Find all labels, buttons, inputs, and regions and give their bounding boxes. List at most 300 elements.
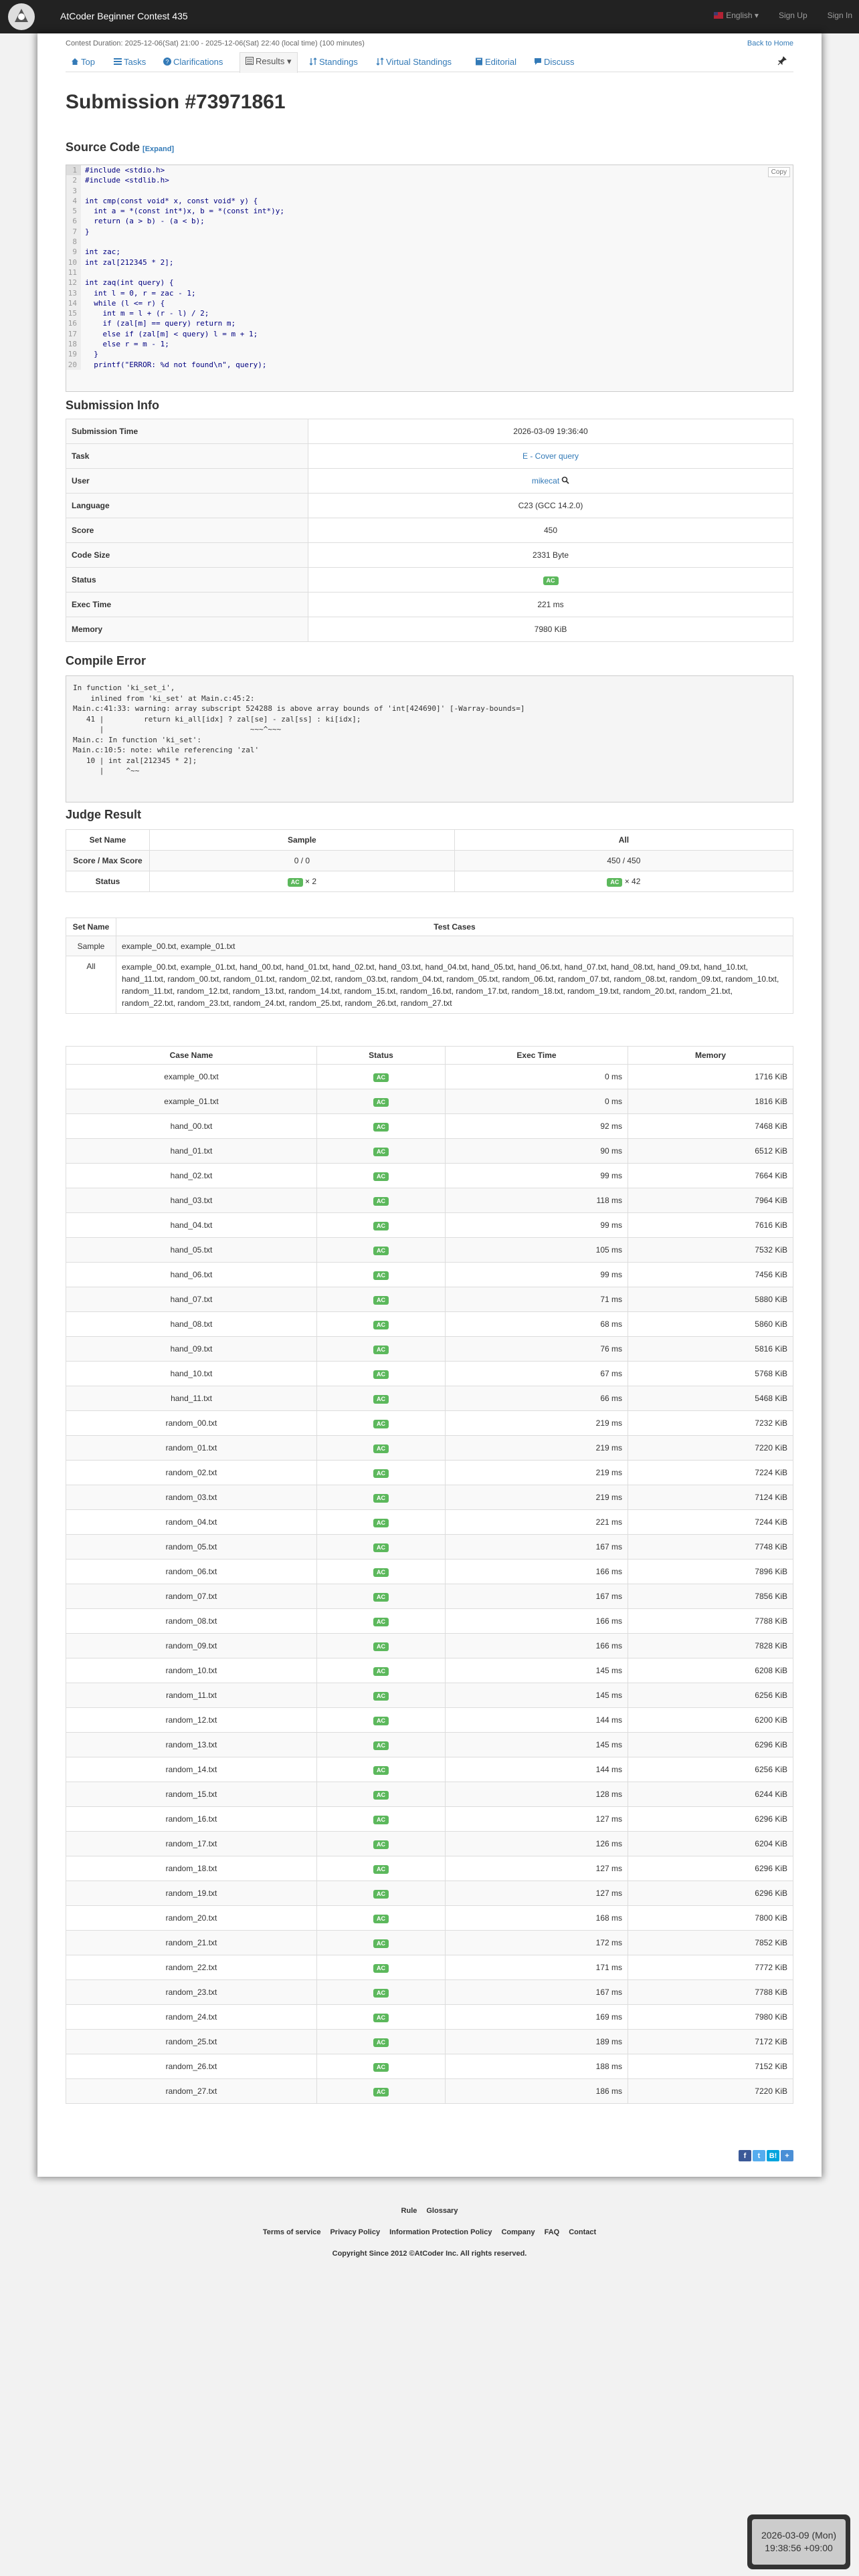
table-row	[66, 1881, 793, 1906]
footer-link[interactable]: Company	[501, 2228, 535, 2236]
table-row	[66, 1733, 793, 1757]
case-name: hand_11.txt	[66, 1386, 317, 1411]
line-number: 4	[66, 196, 81, 206]
table-row	[66, 1188, 793, 1213]
code-line	[66, 186, 793, 196]
case-exec-time: 126 ms	[446, 1832, 628, 1856]
code-line	[66, 278, 793, 288]
table-row	[66, 1906, 793, 1931]
info-value	[308, 494, 793, 518]
info-value	[308, 617, 793, 642]
ac-badge: AC	[373, 1692, 389, 1701]
case-exec-time: 144 ms	[446, 1708, 628, 1733]
case-status	[317, 2005, 446, 2030]
footer-link[interactable]: FAQ	[544, 2228, 560, 2236]
footer-link[interactable]: Terms of service	[262, 2228, 321, 2236]
code-text	[81, 237, 85, 247]
line-number: 7	[66, 227, 81, 237]
table-row	[66, 2030, 793, 2054]
case-status	[317, 2030, 446, 2054]
case-status	[317, 1931, 446, 1955]
case-exec-time: 66 ms	[446, 1386, 628, 1411]
case-memory: 7856 KiB	[628, 1584, 793, 1609]
info-row	[66, 617, 793, 642]
info-row	[66, 593, 793, 617]
table-row	[66, 1386, 793, 1411]
code-text: while (l <= r) {	[85, 298, 165, 308]
line-number: 20	[66, 360, 81, 370]
info-label: Exec Time	[66, 593, 308, 617]
code-text: printf("ERROR: %d not found\n", query);	[85, 360, 267, 369]
clock-time: 19:38:56 +09:00	[765, 2543, 833, 2553]
table-row	[66, 1980, 793, 2005]
line-number: 10	[66, 257, 81, 267]
header-exec-time[interactable]: Exec Time	[446, 1047, 628, 1065]
table-row	[66, 1312, 793, 1337]
sign-up-link[interactable]: Sign Up	[778, 11, 807, 20]
code-text: int zac;	[85, 247, 120, 257]
case-memory: 7152 KiB	[628, 2054, 793, 2079]
case-name: random_19.txt	[66, 1881, 317, 1906]
ac-badge: AC	[373, 1593, 389, 1602]
case-memory: 1816 KiB	[628, 1089, 793, 1114]
hatena-icon[interactable]: B!	[767, 2150, 779, 2161]
info-value-text: 2026-03-09 19:36:40	[513, 427, 588, 436]
tab-label: Virtual Standings	[386, 57, 452, 67]
case-exec-time: 105 ms	[446, 1238, 628, 1263]
expand-link[interactable]: [Expand]	[142, 145, 175, 153]
info-label: Submission Time	[66, 419, 308, 444]
code-text: else if (zal[m] < query) l = m + 1;	[85, 329, 258, 338]
table-row	[66, 1832, 793, 1856]
case-memory: 6296 KiB	[628, 1807, 793, 1832]
ac-badge: AC	[373, 2063, 389, 2072]
case-exec-time: 68 ms	[446, 1312, 628, 1337]
case-name: hand_09.txt	[66, 1337, 317, 1362]
case-exec-time: 99 ms	[446, 1164, 628, 1188]
us-flag-icon	[714, 12, 723, 19]
all-status	[454, 871, 793, 892]
case-exec-time: 145 ms	[446, 1683, 628, 1708]
case-exec-time: 118 ms	[446, 1188, 628, 1213]
back-to-home-link[interactable]: Back to Home	[747, 39, 793, 47]
case-memory: 7532 KiB	[628, 1238, 793, 1263]
tab-top[interactable]	[71, 57, 95, 67]
ac-badge: AC	[288, 878, 303, 887]
info-row	[66, 444, 793, 469]
tab-label: Top	[81, 57, 95, 67]
code-text: else r = m - 1;	[85, 340, 169, 349]
case-status	[317, 1089, 446, 1114]
judge-result-table	[66, 829, 793, 892]
ac-badge: AC	[373, 1098, 389, 1107]
case-memory: 6208 KiB	[628, 1658, 793, 1683]
case-name: random_03.txt	[66, 1485, 317, 1510]
ac-badge: AC	[373, 2088, 389, 2097]
case-name: random_04.txt	[66, 1510, 317, 1535]
code-line	[66, 257, 793, 267]
info-value-text: 7980 KiB	[534, 625, 567, 634]
table-row	[66, 1287, 793, 1312]
set-cases: example_00.txt, example_01.txt, hand_00.txt, hand_01.txt, hand_02.txt, hand_03.txt, hand_04.txt, hand_05.txt, hand_06.txt, hand_07.txt, hand_08.txt, hand_09.txt, hand_10.txt, hand_11.txt, random_00.txt, random_01.txt, random_02.txt, random_03.txt, random_04.txt, random_05.txt, random_06.txt, random_07.txt, random_08.txt, random_09.txt, random_10.txt, random_11.txt, random_12.txt, random_13.txt, random_14.txt, random_15.txt, random_16.txt, random_17.txt, random_18.txt, random_19.txt, random_20.txt, random_21.txt, random_22.txt, random_23.txt, random_24.txt, random_25.txt, random_26.txt, random_27.txt	[116, 956, 793, 1014]
task-link[interactable]: E - Cover query	[522, 451, 579, 461]
info-value	[308, 419, 793, 444]
case-name: hand_07.txt	[66, 1287, 317, 1312]
tab-label: Editorial	[485, 57, 516, 67]
submission-info-heading: Submission Info	[66, 399, 160, 412]
case-status	[317, 1386, 446, 1411]
header-memory[interactable]: Memory	[628, 1047, 793, 1065]
case-memory: 5880 KiB	[628, 1287, 793, 1312]
table-row	[66, 1757, 793, 1782]
tab-standings[interactable]	[309, 57, 358, 67]
footer-link[interactable]: Contact	[569, 2228, 597, 2236]
line-number: 3	[66, 186, 81, 196]
case-exec-time: 167 ms	[446, 1535, 628, 1560]
ac-badge: AC	[373, 2038, 389, 2047]
ac-badge: AC	[373, 1939, 389, 1948]
line-number: 5	[66, 206, 81, 216]
code-text: }	[85, 350, 98, 359]
table-row	[66, 1658, 793, 1683]
all-count: × 42	[624, 876, 641, 886]
table-row	[66, 1065, 793, 1089]
code-line	[66, 308, 793, 318]
case-memory: 7788 KiB	[628, 1980, 793, 2005]
case-name: random_06.txt	[66, 1560, 317, 1584]
table-row	[66, 1114, 793, 1139]
code-block[interactable]	[66, 165, 793, 392]
table-row	[66, 1510, 793, 1535]
case-status	[317, 1881, 446, 1906]
case-memory: 7664 KiB	[628, 1164, 793, 1188]
case-memory: 7124 KiB	[628, 1485, 793, 1510]
info-label: Language	[66, 494, 308, 518]
case-name: hand_01.txt	[66, 1139, 317, 1164]
line-number: 11	[66, 267, 81, 278]
info-row	[66, 469, 793, 494]
case-exec-time: 167 ms	[446, 1584, 628, 1609]
case-exec-time: 221 ms	[446, 1510, 628, 1535]
line-number: 2	[66, 175, 81, 185]
tab-virtual-standings[interactable]	[376, 57, 452, 67]
ac-badge: AC	[373, 1073, 389, 1082]
case-status	[317, 1337, 446, 1362]
case-status	[317, 1485, 446, 1510]
info-value	[308, 568, 793, 593]
case-name: random_05.txt	[66, 1535, 317, 1560]
case-status	[317, 1510, 446, 1535]
case-name: random_15.txt	[66, 1782, 317, 1807]
case-status	[317, 1213, 446, 1238]
case-status	[317, 1708, 446, 1733]
code-text: #include <stdlib.h>	[85, 176, 169, 185]
case-status	[317, 1782, 446, 1807]
footer-link[interactable]: Information Protection Policy	[389, 2228, 492, 2236]
case-memory: 6512 KiB	[628, 1139, 793, 1164]
case-exec-time: 127 ms	[446, 1881, 628, 1906]
user-link[interactable]: mikecat	[531, 476, 560, 486]
header-all: All	[454, 830, 793, 851]
info-label: Status	[66, 568, 308, 593]
case-exec-time: 168 ms	[446, 1906, 628, 1931]
share-plus-icon[interactable]: +	[781, 2150, 793, 2161]
line-number: 13	[66, 288, 81, 298]
case-name: hand_04.txt	[66, 1213, 317, 1238]
sample-status	[150, 871, 455, 892]
footer-links-primary	[0, 2207, 859, 2215]
case-exec-time: 166 ms	[446, 1560, 628, 1584]
case-status	[317, 1238, 446, 1263]
case-name: random_11.txt	[66, 1683, 317, 1708]
code-text: int a = *(const int*)x, b = *(const int*)y;	[85, 207, 285, 216]
info-row	[66, 518, 793, 543]
tab-label: Results	[256, 56, 285, 66]
code-line	[66, 267, 793, 278]
table-row	[66, 1584, 793, 1609]
ac-badge: AC	[373, 1271, 389, 1280]
case-exec-time: 166 ms	[446, 1609, 628, 1634]
info-label: Task	[66, 444, 308, 469]
code-text	[81, 186, 85, 196]
code-line	[66, 329, 793, 339]
case-exec-time: 169 ms	[446, 2005, 628, 2030]
facebook-icon[interactable]: f	[739, 2150, 751, 2161]
case-status	[317, 1436, 446, 1461]
search-icon[interactable]	[561, 476, 569, 484]
ac-badge: AC	[373, 1321, 389, 1329]
code-text: int zal[212345 * 2];	[85, 257, 174, 267]
case-status	[317, 1114, 446, 1139]
table-row	[66, 1411, 793, 1436]
case-name: random_25.txt	[66, 2030, 317, 2054]
case-name: random_18.txt	[66, 1856, 317, 1881]
case-name: hand_03.txt	[66, 1188, 317, 1213]
table-row	[66, 1362, 793, 1386]
case-exec-time: 92 ms	[446, 1114, 628, 1139]
case-status	[317, 1955, 446, 1980]
code-line	[66, 298, 793, 308]
case-memory: 5768 KiB	[628, 1362, 793, 1386]
case-memory: 7232 KiB	[628, 1411, 793, 1436]
header-status[interactable]: Status	[317, 1047, 446, 1065]
footer-link[interactable]: Privacy Policy	[330, 2228, 381, 2236]
code-text	[81, 267, 85, 278]
list-icon	[114, 58, 122, 66]
contest-duration: Contest Duration: 2025-12-06(Sat) 21:00 - 2025-12-06(Sat) 22:40 (local time) (100 minutes)	[66, 39, 365, 47]
set-name: Sample	[66, 936, 116, 956]
case-status	[317, 1287, 446, 1312]
contest-title[interactable]: AtCoder Beginner Contest 435	[60, 11, 188, 21]
table-row	[66, 1683, 793, 1708]
atcoder-logo[interactable]	[7, 2, 36, 31]
ac-badge: AC	[373, 1741, 389, 1750]
tab-tasks[interactable]	[114, 57, 146, 67]
case-exec-time: 219 ms	[446, 1461, 628, 1485]
info-row	[66, 494, 793, 518]
case-status	[317, 1757, 446, 1782]
score-label: Score / Max Score	[66, 851, 150, 871]
case-memory: 6244 KiB	[628, 1782, 793, 1807]
case-status	[317, 1906, 446, 1931]
sign-in-link[interactable]: Sign In	[827, 11, 852, 20]
question-icon	[163, 58, 171, 66]
info-value	[308, 543, 793, 568]
case-exec-time: 99 ms	[446, 1263, 628, 1287]
code-text: #include <stdio.h>	[85, 166, 165, 175]
case-memory: 6256 KiB	[628, 1683, 793, 1708]
ac-badge: AC	[373, 1222, 389, 1230]
case-name: random_14.txt	[66, 1757, 317, 1782]
case-name: random_07.txt	[66, 1584, 317, 1609]
case-exec-time: 188 ms	[446, 2054, 628, 2079]
twitter-icon[interactable]: t	[753, 2150, 765, 2161]
case-exec-time: 145 ms	[446, 1658, 628, 1683]
table-row	[66, 1461, 793, 1485]
case-status	[317, 1312, 446, 1337]
table-row	[66, 1634, 793, 1658]
table-row	[66, 1139, 793, 1164]
case-status	[317, 1634, 446, 1658]
case-memory: 7800 KiB	[628, 1906, 793, 1931]
tab-label: Discuss	[544, 57, 575, 67]
tab-label: Standings	[319, 57, 358, 67]
header-set-name: Set Name	[66, 830, 150, 851]
case-memory: 7828 KiB	[628, 1634, 793, 1658]
line-number: 16	[66, 318, 81, 328]
case-exec-time: 90 ms	[446, 1139, 628, 1164]
language-dropdown[interactable]: English ▾	[714, 11, 759, 20]
code-text: if (zal[m] == query) return m;	[85, 319, 236, 328]
clock-date: 2026-03-09 (Mon)	[761, 2530, 837, 2541]
case-exec-time: 144 ms	[446, 1757, 628, 1782]
ac-badge: AC	[373, 1989, 389, 1998]
case-status	[317, 1980, 446, 2005]
table-row	[66, 1807, 793, 1832]
ac-badge: AC	[373, 1766, 389, 1775]
line-number: 1	[66, 165, 81, 175]
case-name: random_00.txt	[66, 1411, 317, 1436]
source-code-title: Source Code	[66, 140, 140, 154]
contest-tabs	[66, 52, 793, 72]
code-line	[66, 360, 793, 370]
case-name: hand_06.txt	[66, 1263, 317, 1287]
language-label: English	[726, 11, 753, 20]
share-buttons	[739, 2150, 793, 2161]
case-memory: 7964 KiB	[628, 1188, 793, 1213]
table-row	[66, 1436, 793, 1461]
case-exec-time: 167 ms	[446, 1980, 628, 2005]
ac-badge: AC	[373, 2014, 389, 2022]
case-exec-time: 189 ms	[446, 2030, 628, 2054]
ac-badge: AC	[373, 1964, 389, 1973]
tab-clarifications[interactable]	[163, 57, 223, 67]
case-name: example_00.txt	[66, 1065, 317, 1089]
code-text: int zaq(int query) {	[85, 278, 174, 288]
line-number: 18	[66, 339, 81, 349]
case-name: random_24.txt	[66, 2005, 317, 2030]
tab-results[interactable]: Results ▾	[240, 52, 298, 73]
case-memory: 6296 KiB	[628, 1881, 793, 1906]
case-memory: 7896 KiB	[628, 1560, 793, 1584]
home-icon	[71, 58, 79, 66]
test-cases-table	[66, 1046, 793, 2104]
ac-badge: AC	[373, 1840, 389, 1849]
footer-link[interactable]: Rule	[401, 2207, 417, 2215]
info-label: Memory	[66, 617, 308, 642]
submission-info-table	[66, 419, 793, 642]
case-exec-time: 127 ms	[446, 1807, 628, 1832]
case-name: random_17.txt	[66, 1832, 317, 1856]
case-memory: 5816 KiB	[628, 1337, 793, 1362]
case-name: random_22.txt	[66, 1955, 317, 1980]
case-exec-time: 127 ms	[446, 1856, 628, 1881]
case-name: hand_08.txt	[66, 1312, 317, 1337]
code-text: int m = l + (r - l) / 2;	[85, 309, 209, 318]
case-exec-time: 145 ms	[446, 1733, 628, 1757]
case-exec-time: 76 ms	[446, 1337, 628, 1362]
ac-badge: AC	[373, 1370, 389, 1379]
copy-button[interactable]: Copy	[768, 167, 790, 177]
case-memory: 5860 KiB	[628, 1312, 793, 1337]
case-exec-time: 71 ms	[446, 1287, 628, 1312]
ac-badge: AC	[373, 1444, 389, 1453]
table-row	[66, 1485, 793, 1510]
case-status	[317, 1832, 446, 1856]
table-row	[66, 1238, 793, 1263]
source-code-heading	[66, 140, 174, 154]
code-line	[66, 247, 793, 257]
pin-icon[interactable]	[777, 56, 787, 66]
code-line	[66, 216, 793, 226]
table-row	[66, 1213, 793, 1238]
code-line	[66, 318, 793, 328]
header-case-name[interactable]: Case Name	[66, 1047, 317, 1065]
code-text: return (a > b) - (a < b);	[85, 217, 205, 226]
code-line	[66, 339, 793, 349]
case-name: hand_05.txt	[66, 1238, 317, 1263]
case-status	[317, 1362, 446, 1386]
table-row	[66, 1560, 793, 1584]
sample-score: 0 / 0	[150, 851, 455, 871]
case-exec-time: 219 ms	[446, 1485, 628, 1510]
tab-discuss[interactable]	[534, 57, 575, 67]
footer-link[interactable]: Glossary	[426, 2207, 458, 2215]
sample-count: × 2	[305, 876, 317, 886]
ac-badge: AC	[373, 1296, 389, 1305]
case-name: hand_10.txt	[66, 1362, 317, 1386]
info-label: Code Size	[66, 543, 308, 568]
table-row	[66, 1955, 793, 1980]
sort-icon	[309, 58, 317, 66]
info-label: User	[66, 469, 308, 494]
set-name: All	[66, 956, 116, 1014]
case-name: random_16.txt	[66, 1807, 317, 1832]
case-memory: 7788 KiB	[628, 1609, 793, 1634]
table-row	[66, 1164, 793, 1188]
table-row	[66, 1782, 793, 1807]
info-value-text: 450	[543, 526, 558, 535]
case-name: random_21.txt	[66, 1931, 317, 1955]
case-memory: 6204 KiB	[628, 1832, 793, 1856]
case-exec-time: 171 ms	[446, 1955, 628, 1980]
case-status	[317, 1411, 446, 1436]
ac-badge: AC	[373, 1890, 389, 1899]
info-value	[308, 518, 793, 543]
set-cases: example_00.txt, example_01.txt	[116, 936, 793, 956]
tab-editorial[interactable]	[475, 57, 516, 67]
header-test-cases: Test Cases	[116, 918, 793, 936]
